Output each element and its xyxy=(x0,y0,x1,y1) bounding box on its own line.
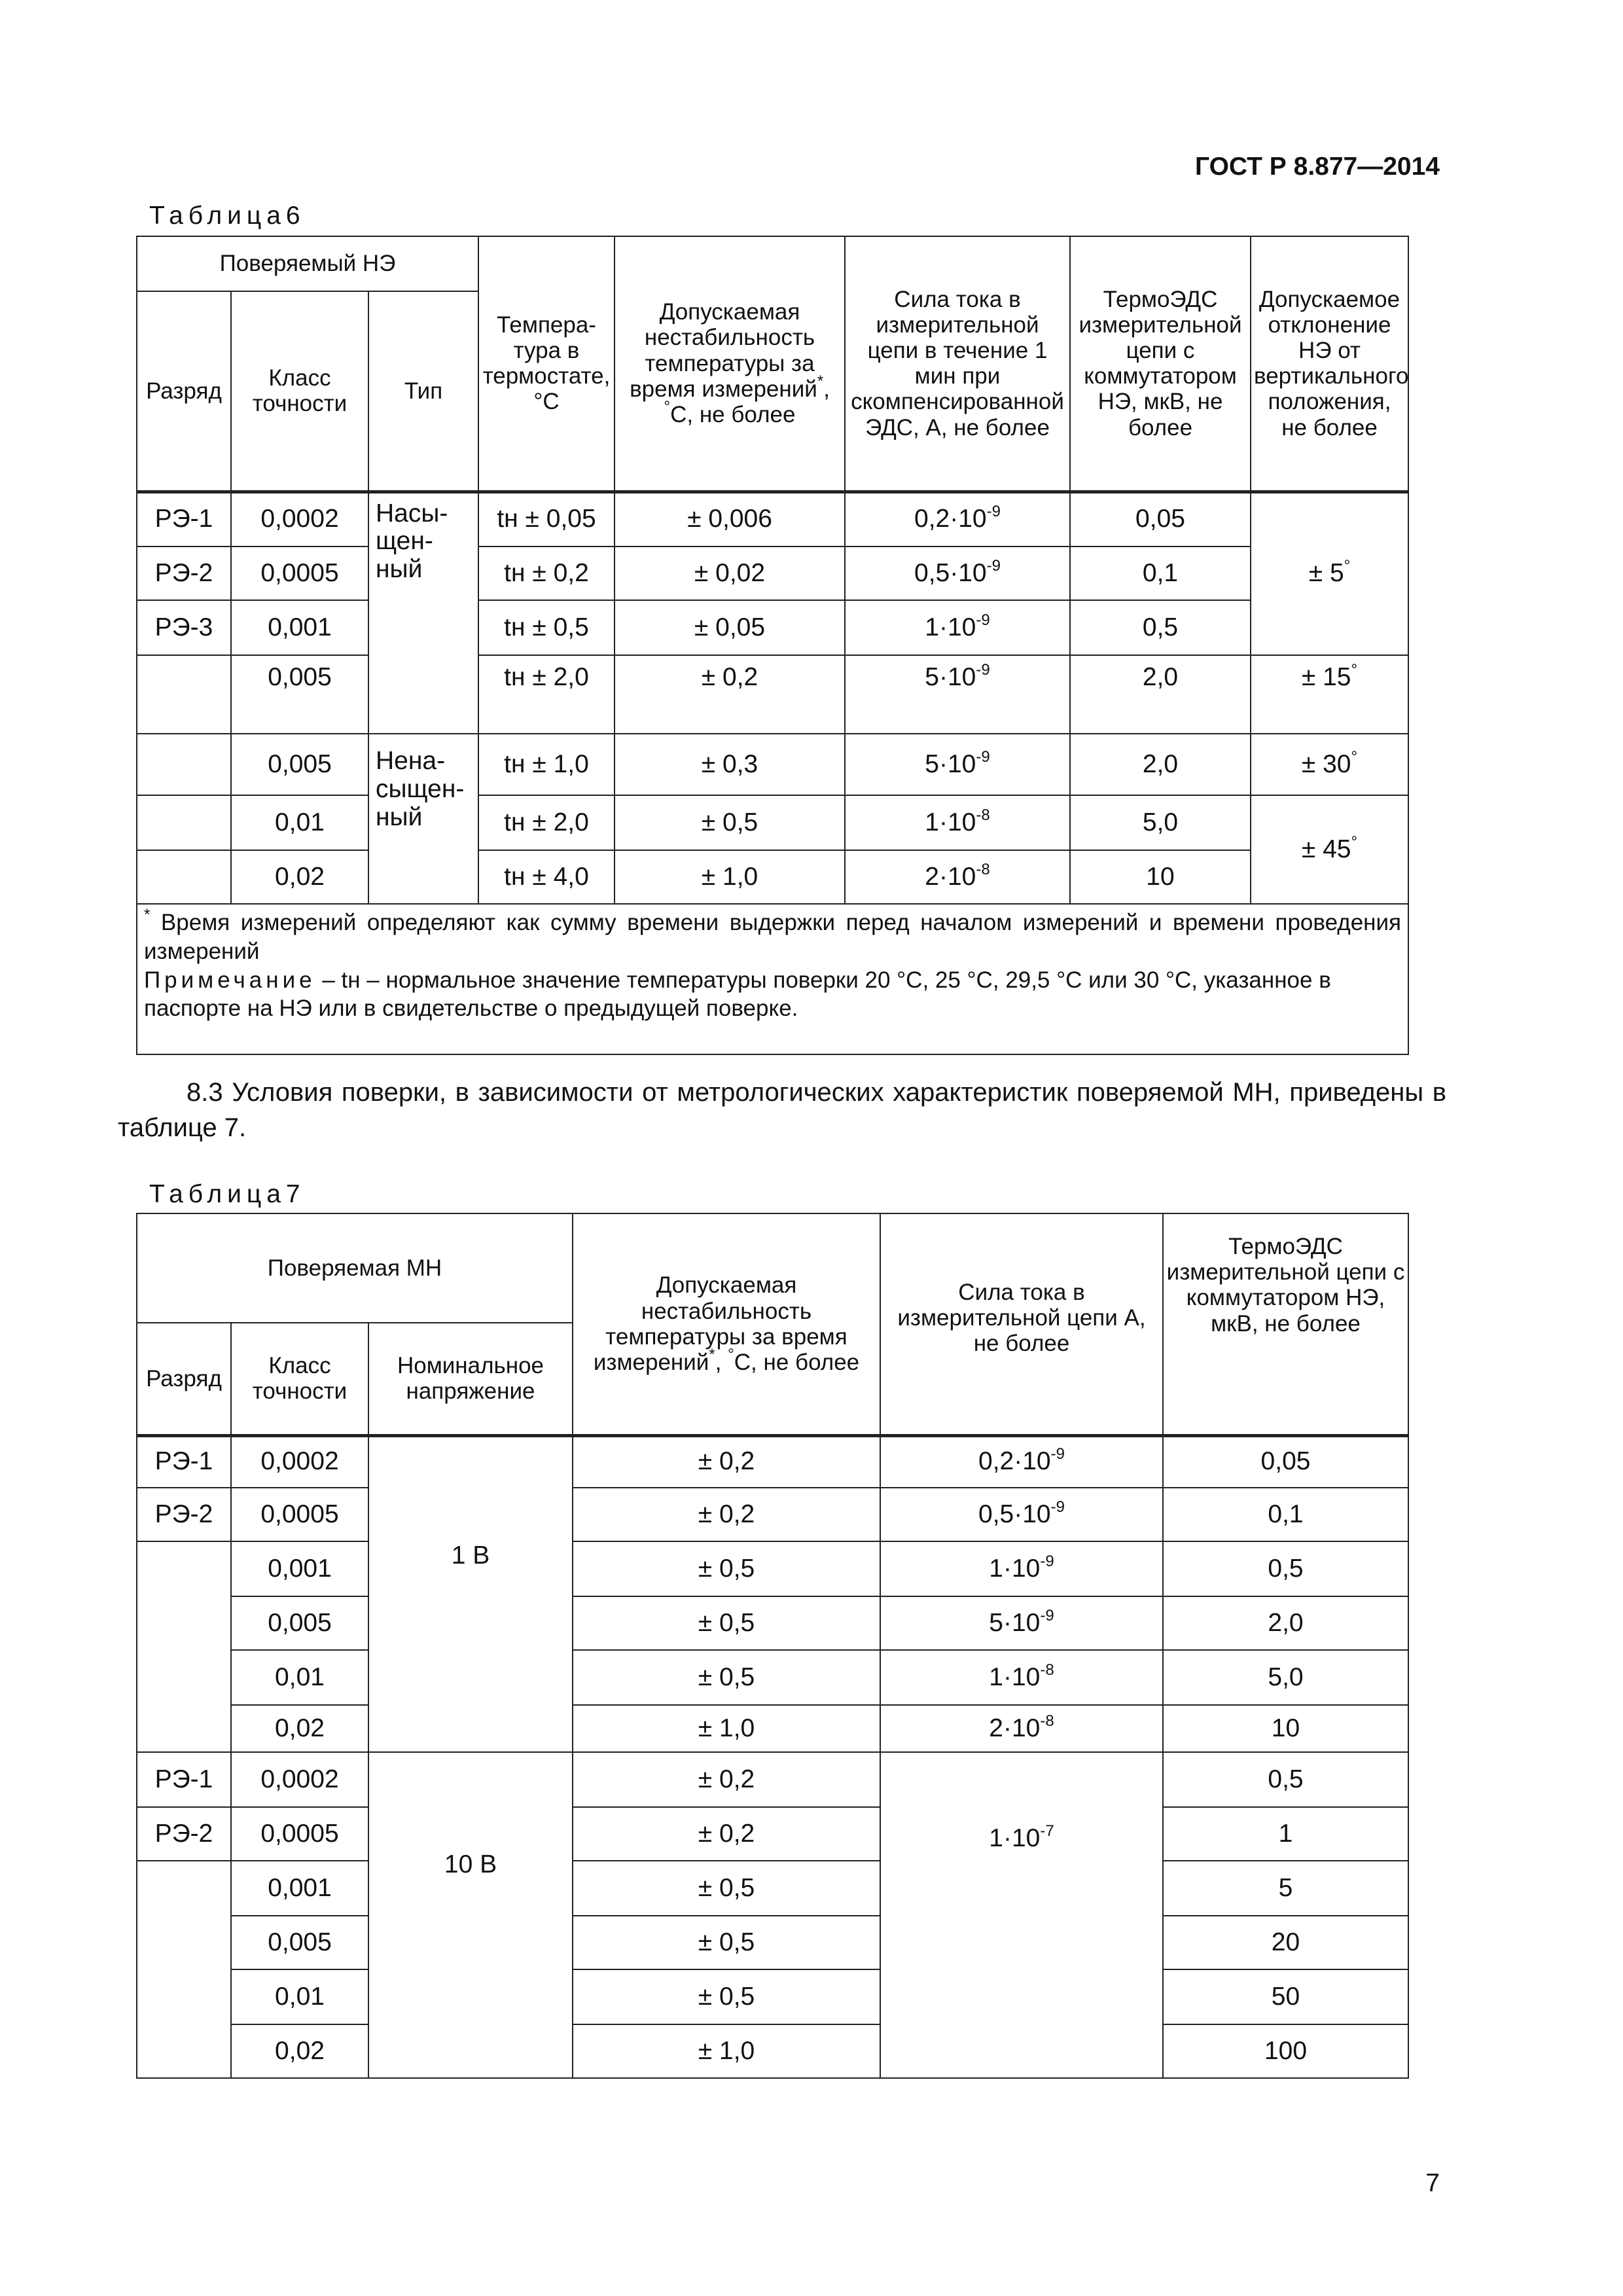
t7-rank xyxy=(137,1541,231,1752)
t7-class: 0,001 xyxy=(231,1541,368,1596)
t7-instab: ± 0,2 xyxy=(573,1752,880,1807)
t7-class: 0,005 xyxy=(231,1916,368,1969)
t7-emf: 1 xyxy=(1163,1807,1408,1861)
t7-emf: 5,0 xyxy=(1163,1650,1408,1705)
t6-head-emf: ТермоЭДС измерительной цепи с коммутатором НЭ, мкВ, не более xyxy=(1070,236,1251,492)
t6-head-current: Сила тока в измерительной цепи в течение 1 мин при скомпенсированной ЭДС, А, не более xyxy=(845,236,1070,492)
t7-instab: ± 0,5 xyxy=(573,1861,880,1916)
t7-instab: ± 1,0 xyxy=(573,1705,880,1752)
t7-rank: РЭ-2 xyxy=(137,1488,231,1541)
t7-class: 0,0002 xyxy=(231,1435,368,1488)
t7-head-emf: ТермоЭДС измерительной цепи с коммутатором НЭ, мкВ, не более xyxy=(1163,1213,1408,1435)
t7-emf: 0,5 xyxy=(1163,1752,1408,1807)
t6-head-temp: Темпера-тура в термостате, °С xyxy=(478,236,615,492)
t7-rank: РЭ-1 xyxy=(137,1435,231,1488)
t7-rank: РЭ-2 xyxy=(137,1807,231,1861)
t6-head-type: Тип xyxy=(368,291,478,492)
t7-class: 0,01 xyxy=(231,1650,368,1705)
t6-deviation: ± 45° xyxy=(1251,795,1408,904)
table-row xyxy=(137,795,1408,850)
t6-type-unsaturated: Нена-сыщен-ный xyxy=(368,734,478,904)
t6-instab: ± 0,006 xyxy=(615,492,845,547)
t7-emf: 5 xyxy=(1163,1861,1408,1916)
table-row xyxy=(137,1650,1408,1705)
table-row xyxy=(137,547,1408,600)
t7-emf: 50 xyxy=(1163,1969,1408,2024)
t6-class: 0,005 xyxy=(231,734,368,795)
table-row xyxy=(137,1969,1408,2024)
paragraph-8-3: 8.3 Условия поверки, в зависимости от метрологических характеристик поверяемой МН, приведены в таблице 7. xyxy=(118,1078,1446,1142)
table-row xyxy=(137,1861,1408,1916)
t7-emf: 10 xyxy=(1163,1705,1408,1752)
t7-head-group: Поверяемая МН xyxy=(137,1213,573,1323)
t7-class: 0,0005 xyxy=(231,1807,368,1861)
t7-emf: 0,05 xyxy=(1163,1435,1408,1488)
table-row xyxy=(137,1541,1408,1596)
table7-caption: Таблица7 xyxy=(149,1180,306,1208)
t6-deviation: ± 15° xyxy=(1251,655,1408,734)
t6-emf: 0,05 xyxy=(1070,492,1251,547)
t6-class: 0,005 xyxy=(231,655,368,734)
table-row xyxy=(137,1752,1408,1807)
page-number: 7 xyxy=(1425,2169,1440,2197)
t6-current: $5\cdot 10^{-9}$ xyxy=(845,734,1070,795)
t7-instab: ± 0,2 xyxy=(573,1435,880,1488)
t7-emf: 0,1 xyxy=(1163,1488,1408,1541)
t7-head-rank: Разряд xyxy=(137,1323,231,1435)
t7-instab: ± 0,5 xyxy=(573,1541,880,1596)
table-row xyxy=(137,1705,1408,1752)
t7-instab: ± 1,0 xyxy=(573,2024,880,2078)
t6-current: $5\cdot 10^{-9}$ xyxy=(845,655,1070,734)
t6-class: 0,02 xyxy=(231,850,368,904)
t7-current-shared: $1\cdot 10^{-7}$ xyxy=(880,1752,1163,2078)
t6-current: $1\cdot 10^{-8}$ xyxy=(845,795,1070,850)
t6-type-saturated: Насы-щен-ный xyxy=(368,492,478,734)
t6-rank xyxy=(137,655,231,734)
t6-class: 0,0002 xyxy=(231,492,368,547)
t7-class: 0,005 xyxy=(231,1596,368,1650)
t6-head-deviation: Допускаемое отклонение НЭ от вертикального положения, не более xyxy=(1251,236,1408,492)
t7-class: 0,02 xyxy=(231,2024,368,2078)
t7-class: 0,01 xyxy=(231,1969,368,2024)
t7-rank: РЭ-1 xyxy=(137,1752,231,1807)
t6-rank xyxy=(137,850,231,904)
table7 xyxy=(136,1213,1409,2079)
t6-current: $0,5\cdot 10^{-9}$ xyxy=(845,547,1070,600)
t7-instab: ± 0,5 xyxy=(573,1650,880,1705)
t7-head-instab: Допускаемая нестабильность температуры за время измерений*, °С, не более xyxy=(573,1213,880,1435)
t6-class: 0,001 xyxy=(231,600,368,655)
t7-class: 0,0002 xyxy=(231,1752,368,1807)
t6-temp: tн ± 4,0 xyxy=(478,850,615,904)
t6-instab: ± 1,0 xyxy=(615,850,845,904)
t6-temp: tн ± 2,0 xyxy=(478,655,615,734)
t7-instab: ± 0,2 xyxy=(573,1488,880,1541)
table6 xyxy=(136,236,1409,1055)
t6-temp: tн ± 1,0 xyxy=(478,734,615,795)
t7-current: $0,5\cdot 10^{-9}$ xyxy=(880,1488,1163,1541)
table-row xyxy=(137,492,1408,547)
t7-emf: 0,5 xyxy=(1163,1541,1408,1596)
t7-voltage-10v: 10 В xyxy=(368,1752,573,2078)
table-row xyxy=(137,1807,1408,1861)
table-row xyxy=(137,1488,1408,1541)
t6-emf: 2,0 xyxy=(1070,655,1251,734)
t7-head-class: Класс точности xyxy=(231,1323,368,1435)
t6-instab: ± 0,3 xyxy=(615,734,845,795)
t6-head-class: Класс точности xyxy=(231,291,368,492)
t6-emf: 0,1 xyxy=(1070,547,1251,600)
t6-temp: tн ± 2,0 xyxy=(478,795,615,850)
t6-rank: РЭ-2 xyxy=(137,547,231,600)
t7-class: 0,0005 xyxy=(231,1488,368,1541)
t6-deviation: ± 30° xyxy=(1251,734,1408,795)
t6-rank: РЭ-3 xyxy=(137,600,231,655)
t6-current: $0,2\cdot 10^{-9}$ xyxy=(845,492,1070,547)
t7-voltage-1v: 1 В xyxy=(368,1435,573,1752)
t6-footnote: * Время измерений определяют как сумму времени выдержки перед началом измерений и времени проведения измерений Примечание – tн – нормальное значение температуры поверки 20 °С, 25 °С, 29,5 °С или 30 °С, указанное в паспорте на НЭ или в свидетельстве о предыдущей поверке. xyxy=(137,904,1408,1054)
t7-instab: ± 0,5 xyxy=(573,1969,880,2024)
t6-class: 0,0005 xyxy=(231,547,368,600)
table-row xyxy=(137,600,1408,655)
table-row xyxy=(137,1596,1408,1650)
t6-instab: ± 0,02 xyxy=(615,547,845,600)
t6-instab: ± 0,2 xyxy=(615,655,845,734)
t7-head-voltage: Номинальное напряжение xyxy=(368,1323,573,1435)
t6-head-instab: Допускаемая нестабильность температуры за время измерений*, °С, не более xyxy=(615,236,845,492)
t6-head-rank: Разряд xyxy=(137,291,231,492)
t7-current: $1\cdot 10^{-8}$ xyxy=(880,1650,1163,1705)
table-row xyxy=(137,655,1408,734)
t7-current: $2\cdot 10^{-8}$ xyxy=(880,1705,1163,1752)
t7-current: $5\cdot 10^{-9}$ xyxy=(880,1596,1163,1650)
t6-rank xyxy=(137,734,231,795)
t7-instab: ± 0,2 xyxy=(573,1807,880,1861)
t7-current: $1\cdot 10^{-9}$ xyxy=(880,1541,1163,1596)
t7-emf: 20 xyxy=(1163,1916,1408,1969)
t7-class: 0,02 xyxy=(231,1705,368,1752)
t7-current: $0,2\cdot 10^{-9}$ xyxy=(880,1435,1163,1488)
t6-emf: 5,0 xyxy=(1070,795,1251,850)
table-row xyxy=(137,850,1408,904)
t6-emf: 2,0 xyxy=(1070,734,1251,795)
t6-instab: ± 0,05 xyxy=(615,600,845,655)
t6-deviation: ± 5° xyxy=(1251,492,1408,655)
t7-emf: 100 xyxy=(1163,2024,1408,2078)
t6-temp: tн ± 0,05 xyxy=(478,492,615,547)
t6-emf: 10 xyxy=(1070,850,1251,904)
t7-instab: ± 0,5 xyxy=(573,1916,880,1969)
t7-class: 0,001 xyxy=(231,1861,368,1916)
t6-emf: 0,5 xyxy=(1070,600,1251,655)
t6-head-group: Поверяемый НЭ xyxy=(137,236,478,291)
table-row xyxy=(137,1916,1408,1969)
document-header: ГОСТ Р 8.877—2014 xyxy=(1195,152,1440,181)
t6-instab: ± 0,5 xyxy=(615,795,845,850)
t7-emf: 2,0 xyxy=(1163,1596,1408,1650)
table-row xyxy=(137,1435,1408,1488)
t6-class: 0,01 xyxy=(231,795,368,850)
t6-temp: tн ± 0,5 xyxy=(478,600,615,655)
t6-temp: tн ± 0,2 xyxy=(478,547,615,600)
t7-instab: ± 0,5 xyxy=(573,1596,880,1650)
t6-rank xyxy=(137,795,231,850)
t6-current: $2\cdot 10^{-8}$ xyxy=(845,850,1070,904)
t7-rank xyxy=(137,1861,231,2078)
t6-current: $1\cdot 10^{-9}$ xyxy=(845,600,1070,655)
t6-rank: РЭ-1 xyxy=(137,492,231,547)
table6-caption: Таблица6 xyxy=(149,202,306,230)
t7-head-current: Сила тока в измерительной цепи А, не более xyxy=(880,1213,1163,1435)
table-row xyxy=(137,2024,1408,2078)
table-row xyxy=(137,734,1408,795)
